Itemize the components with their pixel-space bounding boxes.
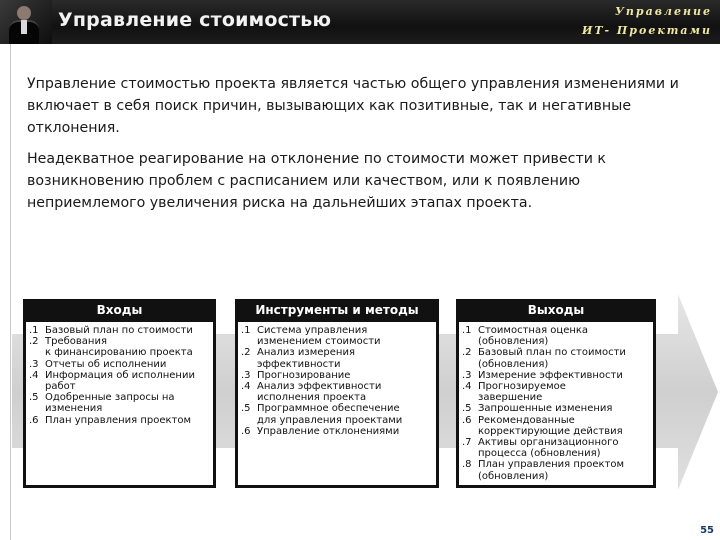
slide-title: Управление стоимостью [58, 9, 332, 31]
slide-header [0, 0, 720, 44]
list-item [241, 370, 433, 381]
tools-title: Инструменты и методы [255, 303, 419, 317]
tools-list [238, 322, 436, 485]
list-item-number: .3 [462, 369, 472, 381]
list-item [241, 426, 433, 437]
brand-logo-text [582, 2, 712, 40]
brand-line-1: Управление [614, 5, 712, 18]
list-item-number: .6 [241, 425, 251, 437]
list-item [29, 325, 210, 336]
inputs-list [26, 322, 213, 485]
list-item [462, 347, 650, 369]
list-item-text: Требования к финансированию проекта [45, 336, 193, 359]
list-item-text: План управления проектом (обновления) [478, 459, 625, 482]
list-item-number: .8 [462, 459, 472, 471]
list-item-text: Управление отклонениями [257, 425, 400, 437]
list-item [29, 392, 210, 414]
list-item [241, 403, 433, 425]
list-item-text: Система управления изменением стоимости [257, 325, 381, 348]
list-item-number: .2 [241, 347, 251, 359]
list-item [462, 325, 650, 347]
list-item-number: .4 [29, 369, 39, 381]
list-item-text: Стоимостная оценка (обновления) [478, 325, 589, 348]
list-item-text: Рекомендованные корректирующие действия [478, 414, 623, 437]
list-item [462, 459, 650, 481]
list-item [29, 415, 210, 426]
list-item-number: .6 [462, 414, 472, 426]
paragraph-2: Неадекватное реагирование на отклонение по стоимости может привести к возникновению проблем с расписанием или качеством, или к появлению неприемлемого увеличения риска на дальнейших этапах проекта. [27, 151, 607, 211]
list-item-number: .3 [241, 369, 251, 381]
list-item [462, 403, 650, 414]
list-item [29, 370, 210, 392]
outputs-box [456, 299, 656, 488]
list-item [462, 381, 650, 403]
list-item-number: .7 [462, 437, 472, 449]
list-item-text: План управления проектом [45, 414, 192, 426]
list-item-number: .5 [241, 403, 251, 415]
list-item-text: Анализ измерения эффективности [257, 347, 355, 370]
list-item [29, 359, 210, 370]
list-item-text: Информация об исполнении работ [45, 369, 195, 393]
list-item [29, 336, 210, 358]
list-item-text: Активы организационного процесса (обновления) [478, 437, 619, 460]
outputs-list [459, 322, 653, 485]
list-item-number: .4 [241, 381, 251, 393]
list-item [241, 325, 433, 347]
list-item-text: Отчеты об исполнении [45, 358, 167, 370]
list-item-text: Анализ эффективности исполнения проекта [257, 381, 382, 404]
presenter-shirt [21, 20, 27, 34]
list-item-text: Базовый план по стоимости (обновления) [478, 347, 626, 370]
list-item [241, 347, 433, 369]
list-item-number: .1 [29, 325, 39, 336]
list-item [462, 370, 650, 381]
list-item [462, 437, 650, 459]
list-item-number: .3 [29, 358, 39, 370]
list-item [241, 381, 433, 403]
inputs-box [23, 299, 216, 488]
list-item [462, 415, 650, 437]
paragraph-1: Управление стоимостью проекта является частью общего управления изменениями и включает в себя поиск причин, вызывающих как позитивные, так и негативные отклонения. [27, 76, 679, 136]
page-number: 55 [700, 525, 714, 536]
presenter-head [17, 6, 31, 20]
list-item-number: .6 [29, 414, 39, 426]
list-item-number: .1 [462, 325, 472, 336]
list-item-text: Базовый план по стоимости [45, 325, 193, 336]
list-item-number: .4 [462, 381, 472, 393]
list-item-text: Измерение эффективности [478, 369, 623, 381]
list-item-number: .2 [29, 336, 39, 348]
list-item-number: .1 [241, 325, 251, 336]
outputs-title: Выходы [527, 303, 585, 317]
list-item-number: .5 [462, 403, 472, 415]
list-item-number: .5 [29, 392, 39, 404]
list-item-text: Прогнозируемое завершение [478, 381, 566, 404]
list-item-text: Прогнозирование [257, 369, 351, 381]
list-item-text: Программное обеспечение для управления проектами [257, 403, 403, 426]
list-item-number: .2 [462, 347, 472, 359]
list-item-text: Одобренные запросы на изменения [45, 392, 175, 415]
list-item-text: Запрошенные изменения [478, 403, 613, 415]
brand-line-2: ИТ- Проектами [581, 24, 712, 37]
presenter-photo [0, 0, 52, 44]
tools-box [235, 299, 439, 488]
inputs-title: Входы [96, 303, 143, 317]
